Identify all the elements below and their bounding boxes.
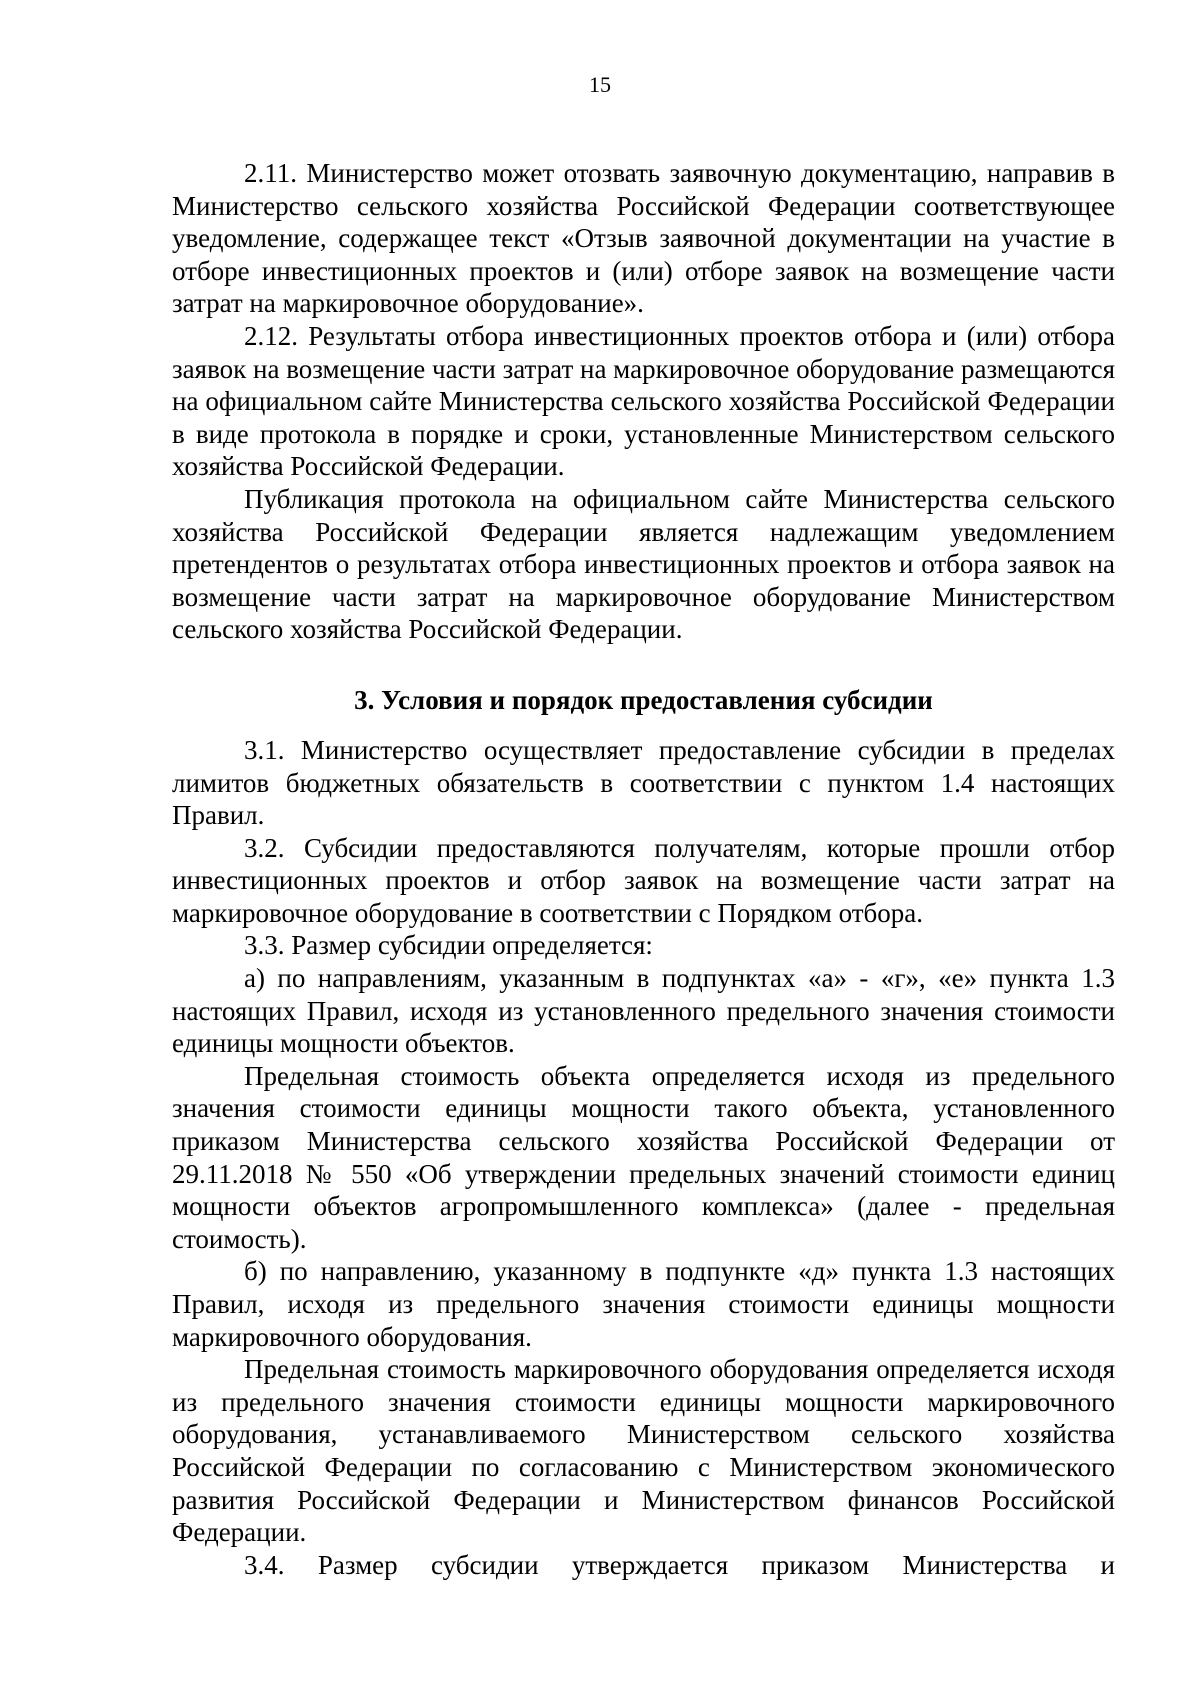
page-number: 15 bbox=[589, 72, 611, 97]
paragraph-3-3-a: а) по направлениям, указанным в подпунктах «а» - «г», «е» пункта 1.3 настоящих Правил, исходя из установленного предельного значения стоимости единицы мощности объектов. bbox=[172, 963, 1115, 1059]
paragraph-3-1: 3.1. Министерство осуществляет предоставление субсидии в пределах лимитов бюджетных обязательств в соответствии с пунктом 1.4 настоящих Правил. bbox=[172, 734, 1115, 831]
paragraph-publication: Публикация протокола на официальном сайте Министерства сельского хозяйства Российской Федерации является надлежащим уведомлением претендентов о результатах отбора инвестиционных проектов и отбора заявок на возмещение части затрат на маркировочное оборудование Министерством сельского хозяйства Российской Федерации. bbox=[172, 483, 1115, 645]
paragraph-3-3-b: б) по направлению, указанному в подпункте «д» пункта 1.3 настоящих Правил, исходя из предельного значения стоимости единицы мощности маркировочного оборудования. bbox=[172, 1256, 1115, 1352]
paragraph-limit-marking: Предельная стоимость маркировочного оборудования определяется исходя из предельного значения стоимости единицы мощности маркировочного оборудования, устанавливаемого Министерством сельского хозяйства Российской Федерации по согласованию с Министерством экономического развития Российской Федерации и Министерством финансов Российской Федерации. bbox=[172, 1354, 1115, 1548]
paragraph-3-3: 3.3. Размер субсидии определяется: bbox=[244, 930, 653, 961]
document-body bbox=[172, 157, 1115, 1581]
paragraph-limit-object: Предельная стоимость объекта определяется исходя из предельного значения стоимости единицы мощности такого объекта, установленного приказом Министерства сельского хозяйства Российской Федерации от 29.11.2018 № 550 «Об утверждении предельных значений стоимости единиц мощности объектов агропромышленного комплекса» (далее - предельная стоимость). bbox=[172, 1060, 1115, 1254]
section-3-heading: 3. Условия и порядок предоставления субсидии bbox=[354, 684, 933, 715]
paragraph-3-2: 3.2. Субсидии предоставляются получателям, которые прошли отбор инвестиционных проектов и отбор заявок на возмещение части затрат на маркировочное оборудование в соответствии с Порядком отбора. bbox=[172, 832, 1115, 928]
paragraph-2-12: 2.12. Результаты отбора инвестиционных проектов отбора и (или) отбора заявок на возмещение части затрат на маркировочное оборудование размещаются на официальном сайте Министерства сельского хозяйства Российской Федерации в виде протокола в порядке и сроки, установленные Министерством сельского хозяйства Российской Федерации. bbox=[172, 320, 1115, 482]
paragraph-3-4: 3.4. Размер субсидии утверждается приказом Министерства и bbox=[244, 1549, 1115, 1580]
paragraph-2-11: 2.11. Министерство может отозвать заявочную документацию, направив в Министерство сельского хозяйства Российской Федерации соответствующее уведомление, содержащее текст «Отзыв заявочной документации на участие в отборе инвестиционных проектов и (или) отборе заявок на возмещение части затрат на маркировочное оборудование». bbox=[172, 158, 1115, 319]
